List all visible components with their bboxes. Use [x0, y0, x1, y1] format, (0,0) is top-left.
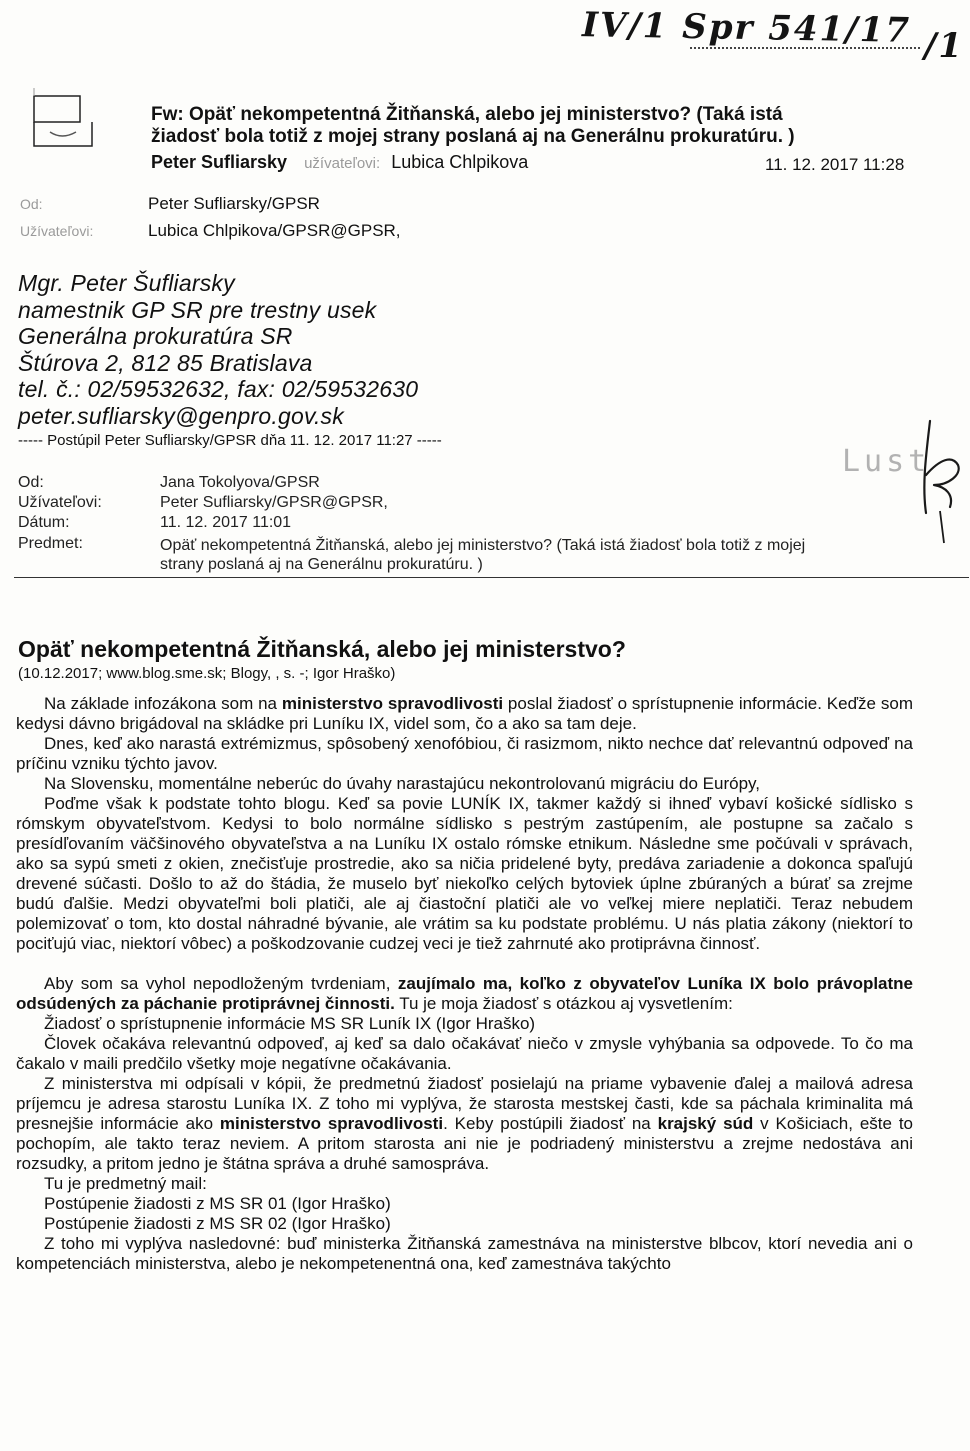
email-sender: Peter Sufliarsky [151, 152, 288, 172]
email-timestamp: 11. 12. 2017 11:28 [765, 155, 905, 174]
forward-line: ----- Postúpil Peter Sufliarsky/GPSR dňa 11. 12. 2017 11:27 ----- [18, 432, 442, 449]
email-to-label: užívateľovi: [304, 155, 381, 172]
fwd-date-label: Dátum: [18, 514, 70, 531]
article-title: Opäť nekompetentná Žitňanská, alebo jej ministerstvo? [18, 636, 626, 662]
fwd-subject-label: Predmet: [18, 535, 83, 552]
fwd-date-value: 11. 12. 2017 11:01 [160, 514, 292, 531]
article-paragraph: Na Slovensku, momentálne neberúc do úvahy narastajúcu nekontrolovanú migráciu do Európy, [44, 774, 760, 793]
fwd-from-value: Jana Tokolyova/GPSR [160, 474, 320, 491]
email-users-value: Lubica Chlpikova/GPSR@GPSR, [148, 221, 401, 240]
email-subject-line-1: Fw: Opäť nekompetentná Žitňanská, alebo jej ministerstvo? (Taká istá [151, 104, 783, 125]
article-paragraph: Človek očakáva relevantnú odpoveď, aj keď sa dalo očakávať niečo v zmysle vyhýbania sa odpovede. To čo ma čakalo v maili predčilo všetky moje negatívne očakávania. [16, 1034, 913, 1073]
article-link-request: Žiadosť o sprístupnenie informácie MS SR Luník IX (Igor Hraško) [44, 1014, 536, 1033]
email-from-label: Od: [20, 196, 43, 212]
email-subject-line-2: žiadosť bola totiž z mojej strany poslaná aj na Generálnu prokuratúru. ) [151, 126, 795, 147]
email-recipient: Lubica Chlpikova [391, 152, 529, 172]
article-paragraph: Na základe infozákona som na ministerstvo spravodlivosti poslal žiadosť o sprístupnenie informácie. Keďže som kedysi dávno brigádoval na skládke pri Luníku IX, videl som, čo a ako sa tam deje. [16, 694, 913, 733]
article-link-forward-1: Postúpenie žiadosti z MS SR 01 (Igor Hraško) [44, 1194, 391, 1213]
email-from-value: Peter Sufliarsky/GPSR [148, 194, 320, 213]
signature-email: peter.sufliarsky@genpro.gov.sk [18, 402, 344, 429]
signature-block [18, 270, 418, 429]
signature-phone: tel. č.: 02/59532632, fax: 02/59532630 [18, 376, 419, 402]
article-link-forward-2: Postúpenie žiadosti z MS SR 02 (Igor Hraško) [44, 1214, 391, 1233]
handwritten-note: Lust [842, 444, 931, 479]
article-paragraph: Tu je predmetný mail: [44, 1174, 207, 1193]
article-paragraph: Z ministerstva mi odpísali v kópii, že predmetnú žiadosť posielajú na priame vybavenie ďalej a mailová adresa príjemcu je adresa starostu Luníka IX. Z toho mi vyplýva, že starosta mestskej časti, kde sa páchala kriminalita má presnejšie informácie ako ministerstvo spravodlivosti. Keby postúpili žiadosť na krajský súd v Košiciach, ešte to pochopím, ale takto teraz neviem. A pritom starosta ani nie je podriadený ministerstvu a zrejme nedostáva ani rozsudky, a pritom jedno je štátna správa a druhé samospráva. [16, 1074, 913, 1173]
email-users-label: Užívateľovi: [20, 223, 94, 239]
fwd-from-label: Od: [18, 474, 44, 491]
signature-name: Mgr. Peter Šufliarsky [18, 270, 235, 296]
email-sender-row [151, 152, 528, 173]
header-divider [14, 577, 969, 578]
fwd-subject-line-1: Opäť nekompetentná Žitňanská, alebo jej ministerstvo? (Taká istá žiadosť bola totiž z mojej [160, 537, 806, 554]
signature-position: namestnik GP SR pre trestny usek [18, 296, 377, 323]
signature-office: Generálna prokuratúra SR [18, 323, 293, 349]
fwd-subject-line-2: strany poslaná aj na Generálnu prokuratúru. ) [160, 556, 483, 573]
article-paragraph: Dnes, keď ako narastá extrémizmus, spôsobený xenofóbiou, či rasizmom, nikto nechce dať relevantnú odpoveď na príčinu vzniku týchto javov. [16, 734, 913, 773]
article-paragraph: Aby som sa vyhol nepodloženým tvrdeniam, zaujímalo ma, koľko z obyvateľov Luníka IX bolo právoplatne odsúdených za páchanie protiprávnej činnosti. Tu je moja žiadosť s otázkou aj vysvetlením: [16, 974, 914, 1013]
handwritten-file-number: IV/1 Spr 541/17 [581, 5, 912, 51]
article-paragraph: Z toho mi vyplýva nasledovné: buď ministerka Žitňanská zamestnáva na ministerstve blbcov, ktorí nevedia ani o kompetenciách ministerstva, alebo je nekompetenentná ona, keď zamestnáva takýchto [16, 1234, 913, 1273]
article-body [16, 694, 913, 1274]
article-source: (10.12.2017; www.blog.sme.sk; Blogy, , s. -; Igor Hraško) [18, 665, 396, 682]
handwritten-mark: /1 [924, 26, 965, 66]
fwd-to-value: Peter Sufliarsky/GPSR@GPSR, [160, 494, 388, 511]
mail-folder-icon [28, 88, 98, 158]
signature-address: Štúrova 2, 812 85 Bratislava [18, 349, 313, 376]
stamp-dotted-underline [690, 47, 920, 49]
fwd-to-label: Užívateľovi: [18, 494, 102, 511]
article-paragraph: Poďme však k podstate tohto blogu. Keď sa povie LUNÍK IX, takmer každý si ihneď vybaví košické sídlisko s rómskym obyvateľstvom. Kedysi to bolo normálne sídlisko s pestrým zastúpením, ale postupne sa začalo s presídľovaním väčšinového obyvateľstva a na Luníku IX ostalo rómske etnikum. Následne sme počúvali v správach, ako sa sypú smeti z okien, znečisťuje prostredie, ako sa ničia pridelené byty, predáva zariadenie a dokonca spaľujú drevené súčasti. Došlo to až do štádia, že muselo byť niekoľko celých bytoviek úplne zbúraných a búrať sa zrejme budú ďalšie. Medzi obyvateľmi boli platiči, ale aj čiastoční platiči ale vo veľkej miere neplatiči. Teraz nebudem polemizovať o tom, kto dostal náhradné bývanie, ale vrátim sa ku podstate problému. U nás platia zákony (niektorí to pociťujú viac, niektorí vôbec) a poškodzovanie cudzej veci je tiež zahrnuté ako protiprávna činnosť. [16, 794, 913, 953]
handwritten-signature-scribble [900, 415, 966, 545]
